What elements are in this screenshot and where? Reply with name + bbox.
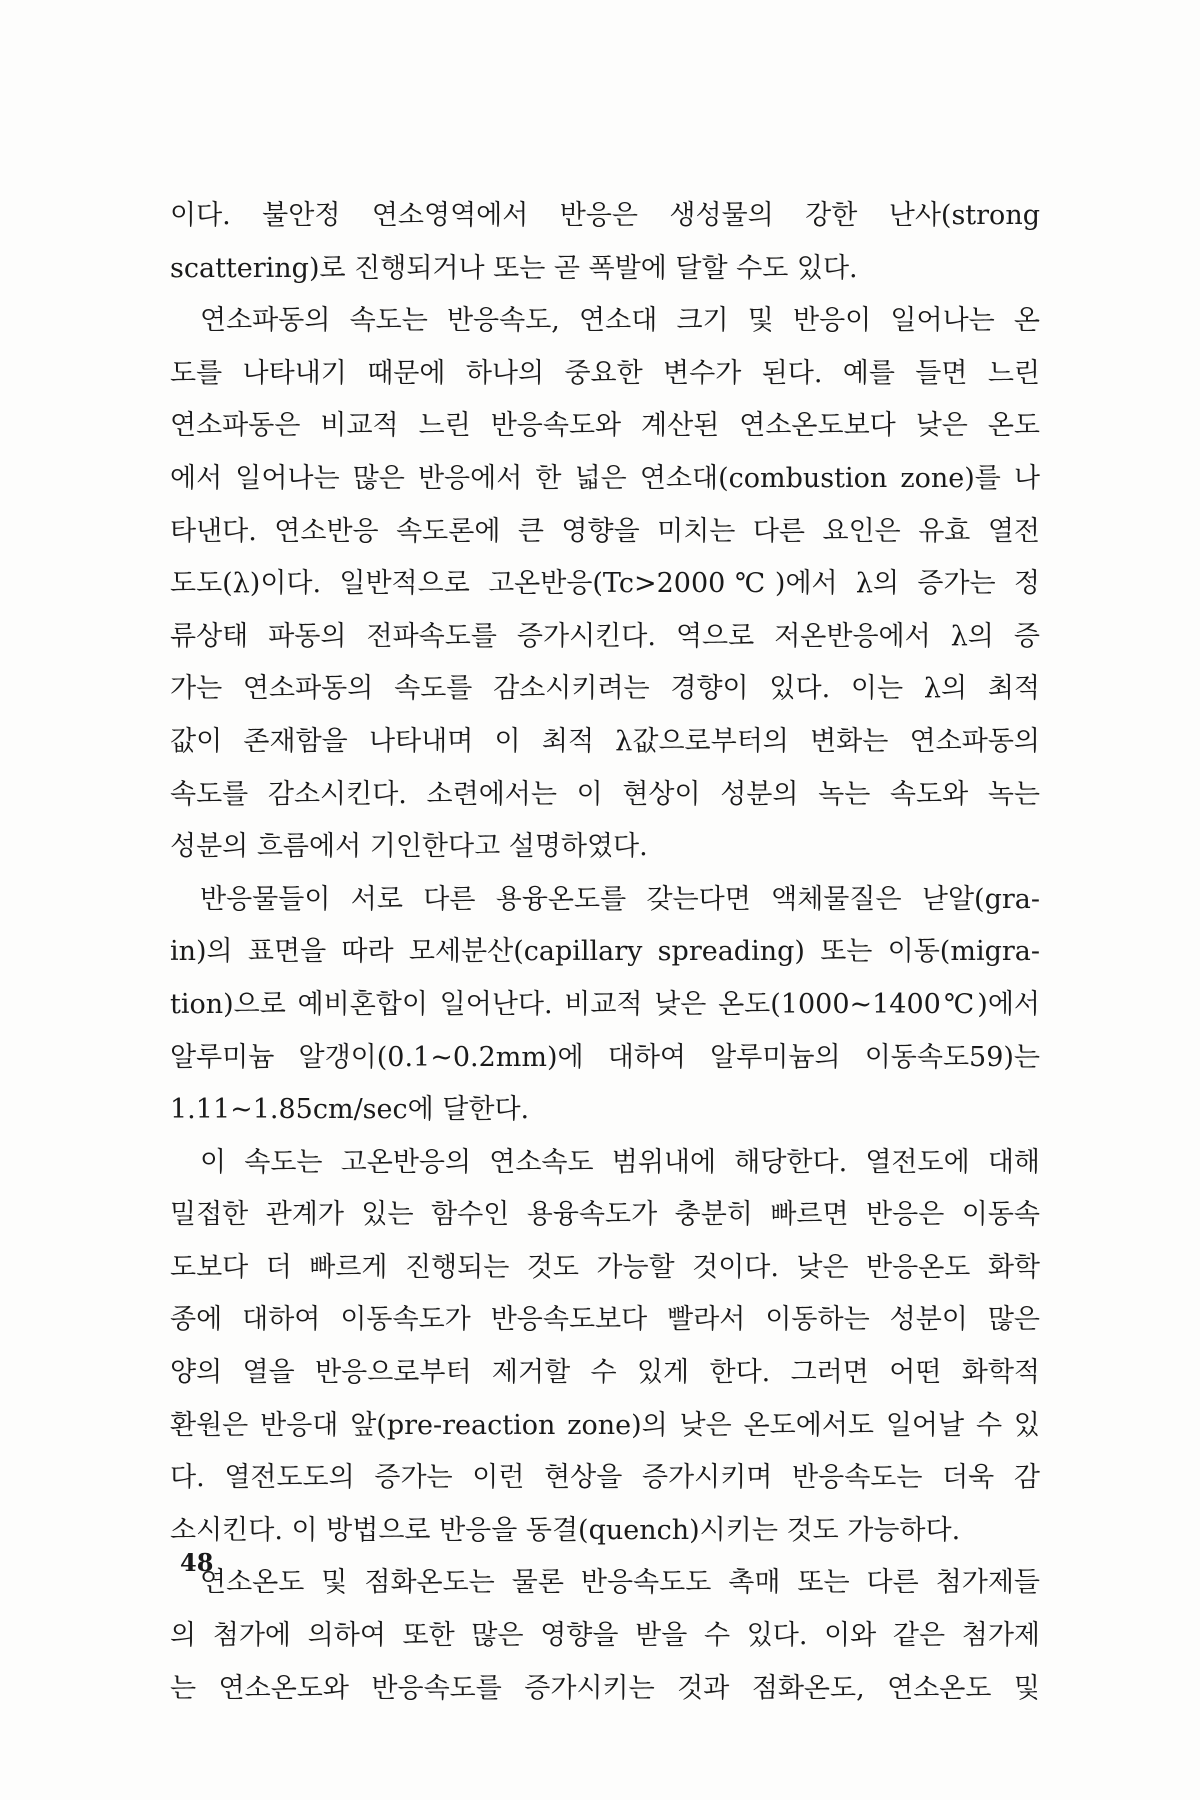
text-line: 도도(λ)이다. 일반적으로 고온반응(Tc>2000℃)에서 λ의 증가는 정 [170, 568, 1040, 600]
text-line: 가는 연소파동의 속도를 감소시키려는 경향이 있다. 이는 λ의 최적 [170, 673, 1040, 705]
text-line: 연소파동의 속도는 반응속도, 연소대 크기 및 반응이 일어나는 온 [200, 305, 1040, 337]
text-line: 양의 열을 반응으로부터 제거할 수 있게 한다. 그러면 어떤 화학적 [170, 1357, 1040, 1389]
text-line: 의 첨가에 의하여 또한 많은 영향을 받을 수 있다. 이와 같은 첨가제 [170, 1620, 1040, 1652]
text-line: 밀접한 관계가 있는 함수인 용융속도가 충분히 빠르면 반응은 이동속 [170, 1199, 1040, 1231]
text-line: in)의 표면을 따라 모세분산(capillary spreading) 또는 이동(migra- [170, 936, 1040, 968]
text-line: 는 연소온도와 반응속도를 증가시키는 것과 점화온도, 연소온도 및 [170, 1672, 1040, 1704]
text-line: 류상태 파동의 전파속도를 증가시킨다. 역으로 저온반응에서 λ의 증 [170, 620, 1040, 652]
text-line: 1.11~1.85cm/sec에 달한다. [170, 1094, 530, 1126]
text-line: 알루미늄 알갱이(0.1~0.2mm)에 대하여 알루미늄의 이동속도59)는 [170, 1041, 1040, 1073]
text-line: 성분의 흐름에서 기인한다고 설명하였다. [170, 831, 648, 863]
text-line: 에서 일어나는 많은 반응에서 한 넓은 연소대(combustion zone)를 나 [170, 462, 1040, 494]
text-line: 이 속도는 고온반응의 연소속도 범위내에 해당한다. 열전도에 대해 [200, 1146, 1040, 1178]
text-line: 종에 대하여 이동속도가 반응속도보다 빨라서 이동하는 성분이 많은 [170, 1304, 1040, 1336]
text-line: tion)으로 예비혼합이 일어난다. 비교적 낮은 온도(1000~1400℃)에서 [170, 988, 1040, 1020]
text-line: 반응물들이 서로 다른 용융온도를 갖는다면 액체물질은 낟알(gra- [200, 883, 1040, 915]
text-line: 환원은 반응대 앞(pre-reaction zone)의 낮은 온도에서도 일어날 수 있 [170, 1409, 1040, 1441]
text-line: 속도를 감소시킨다. 소련에서는 이 현상이 성분의 녹는 속도와 녹는 [170, 778, 1040, 810]
text-line: 값이 존재함을 나타내며 이 최적 λ값으로부터의 변화는 연소파동의 [170, 725, 1040, 757]
text-line: 도보다 더 빠르게 진행되는 것도 가능할 것이다. 낮은 반응온도 화학 [170, 1251, 1040, 1283]
body-text [170, 190, 1040, 1715]
page-number: 48 [180, 1548, 214, 1577]
text-line: 타낸다. 연소반응 속도론에 큰 영향을 미치는 다른 요인은 유효 열전 [170, 515, 1040, 547]
text-line: scattering)로 진행되거나 또는 곧 폭발에 달할 수도 있다. [170, 252, 858, 284]
text-line: 연소파동은 비교적 느린 반응속도와 계산된 연소온도보다 낮은 온도 [170, 410, 1040, 442]
text-line: 이다. 불안정 연소영역에서 반응은 생성물의 강한 난사(strong [170, 200, 1040, 231]
text-line: 다. 열전도도의 증가는 이런 현상을 증가시키며 반응속도는 더욱 감 [170, 1462, 1040, 1494]
text-line: 소시킨다. 이 방법으로 반응을 동결(quench)시키는 것도 가능하다. [170, 1514, 961, 1546]
text-line: 도를 나타내기 때문에 하나의 중요한 변수가 된다. 예를 들면 느린 [170, 357, 1040, 389]
text-line: 연소온도 및 점화온도는 물론 반응속도도 촉매 또는 다른 첨가제들 [200, 1567, 1040, 1599]
